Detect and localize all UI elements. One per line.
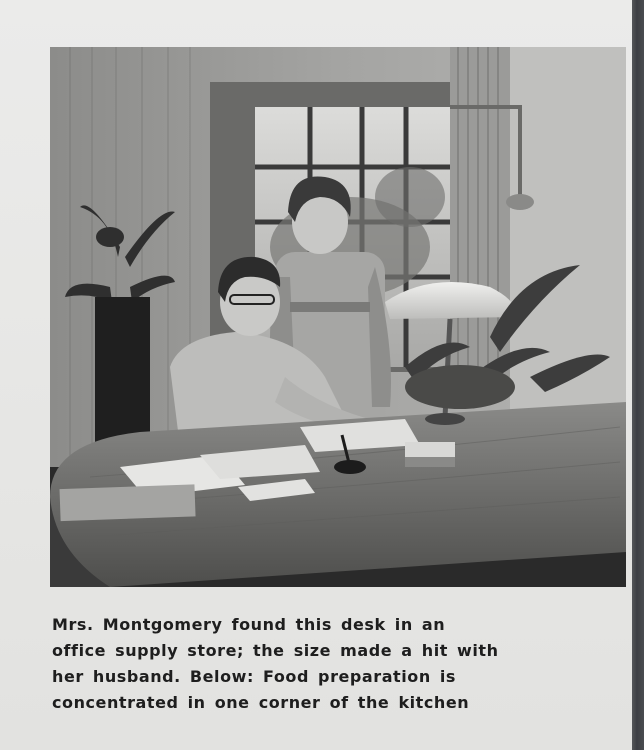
caption-line-3: her husband. Below: Food preparation is (52, 667, 456, 686)
couple-at-desk-photograph (50, 47, 626, 587)
caption-line-4: concentrated in one corner of the kitchen (52, 693, 470, 712)
caption-line-2: office supply store; the size made a hit with (52, 641, 499, 660)
photo-caption (52, 612, 632, 716)
page-edge-shadow (632, 0, 644, 750)
caption-line-1: Mrs. Montgomery found this desk in an (52, 615, 446, 634)
